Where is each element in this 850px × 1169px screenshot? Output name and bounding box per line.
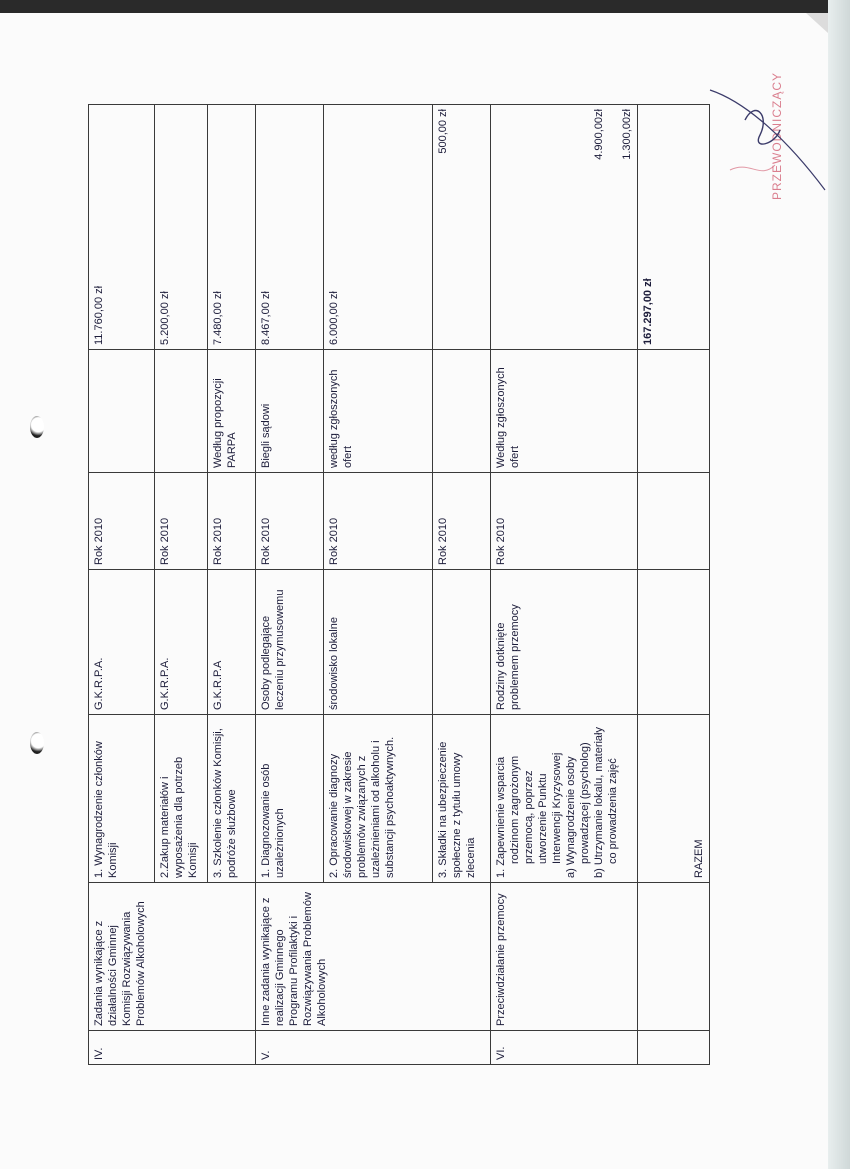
period-cell: Rok 2010 xyxy=(490,473,637,570)
task-main: 1. Zapewnienie wsparcia rodzinom zagrożonym przemocą, poprzez utworzenie Punktu Interwencji Kryzysowej xyxy=(494,752,563,878)
empty-cell xyxy=(637,1031,709,1065)
period-cell: Rok 2010 xyxy=(255,473,323,570)
signature-stroke xyxy=(745,111,780,145)
budget-table xyxy=(88,104,710,1065)
period-cell: Rok 2010 xyxy=(324,473,433,570)
amount-cell: 8.467,00 zł xyxy=(255,105,323,350)
amount-cell: 5.200,00 zł xyxy=(155,105,207,350)
stamp-stroke xyxy=(730,165,775,171)
period-cell: Rok 2010 xyxy=(207,473,255,570)
section-area: Inne zadania wynikające z realizacji Gminnego Programu Profilaktyki i Rozwiązywania Problemów Alkoholowych xyxy=(255,883,490,1031)
section-area: Przeciwdziałanie przemocy xyxy=(490,883,637,1031)
table-row xyxy=(255,105,323,1065)
page-corner-fold xyxy=(806,13,828,33)
amount-cell: 11.760,00 zł xyxy=(89,105,155,350)
target-cell xyxy=(432,570,490,715)
punch-hole-bottom xyxy=(30,732,44,754)
target-cell: G.K.R.P.A xyxy=(207,570,255,715)
table-row xyxy=(89,105,155,1065)
amount-cell xyxy=(490,105,637,350)
amount-sub-b: 1.300,00zł xyxy=(620,109,633,160)
table-row xyxy=(490,105,637,1065)
amount-cell: 6.000,00 zł xyxy=(324,105,433,350)
task-sub-b: b) Utrzymanie lokalu, materiały co prowadzenia zajęć xyxy=(592,727,619,878)
section-number: IV. xyxy=(89,1031,256,1065)
method-cell: Według zgłoszonych ofert xyxy=(490,350,637,473)
task-cell: 2.Zakup materiałów i wyposażenia dla potrzeb Komisji xyxy=(155,715,207,883)
signature-stroke xyxy=(710,90,825,190)
method-cell: Biegli sądowi xyxy=(255,350,323,473)
total-label: RAZEM xyxy=(637,715,709,883)
task-cell: 3. Szkolenie członków Komisji, podróże służbowe xyxy=(207,715,255,883)
empty-cell xyxy=(637,350,709,473)
total-amount: 167.297,00 zł xyxy=(637,105,709,350)
amount-cell: 7.480,00 zł xyxy=(207,105,255,350)
punch-hole-shape xyxy=(30,416,44,438)
task-cell: 1. Diagnozowanie osób uzależnionych xyxy=(255,715,323,883)
empty-cell xyxy=(637,473,709,570)
scan-top-edge xyxy=(0,0,850,13)
period-cell: Rok 2010 xyxy=(432,473,490,570)
method-cell xyxy=(89,350,155,473)
official-stamp-text: PRZEWODNICZĄCY xyxy=(770,72,784,200)
target-cell: G.K.R.P.A. xyxy=(89,570,155,715)
target-cell: G.K.R.P.A. xyxy=(155,570,207,715)
period-cell: Rok 2010 xyxy=(89,473,155,570)
task-cell xyxy=(490,715,637,883)
method-cell xyxy=(155,350,207,473)
task-sub-a: a) Wynagrodzenie osoby prowadzącej (psycholog) xyxy=(564,742,591,878)
target-cell: Osoby podlegające leczeniu przymusowemu xyxy=(255,570,323,715)
rotated-document-table xyxy=(88,105,710,1065)
amount-cell: 500,00 zł xyxy=(432,105,490,350)
method-cell xyxy=(432,350,490,473)
amount-sub-a: 4.900,00zł xyxy=(592,109,605,160)
method-cell: Według propozycji PARPA xyxy=(207,350,255,473)
punch-hole-top xyxy=(30,416,44,438)
method-cell: według zgłoszonych ofert xyxy=(324,350,433,473)
section-number: VI. xyxy=(490,1031,637,1065)
total-row xyxy=(637,105,709,1065)
empty-cell xyxy=(637,570,709,715)
punch-hole-shape xyxy=(30,732,44,754)
period-cell: Rok 2010 xyxy=(155,473,207,570)
task-cell: 3. Składki na ubezpieczenie społeczne z tytułu umowy zlecenia xyxy=(432,715,490,883)
task-cell: 2. Opracowanie diagnozy środowiskowej w zakresie problemów związanych z uzależnieniami od alkoholu i substancji psychoaktywnych. xyxy=(324,715,433,883)
section-area: Zadania wynikające z działalności Gminnej Komisji Rozwiązywania Problemów Alkoholowych xyxy=(89,883,256,1031)
target-cell: środowisko lokalne xyxy=(324,570,433,715)
section-number: V. xyxy=(255,1031,490,1065)
signature-mark xyxy=(700,60,840,220)
task-cell: 1. Wynagrodzenie członków Komisji xyxy=(89,715,155,883)
target-cell: Rodziny dotknięte problemem przemocy xyxy=(490,570,637,715)
empty-cell xyxy=(637,883,709,1031)
